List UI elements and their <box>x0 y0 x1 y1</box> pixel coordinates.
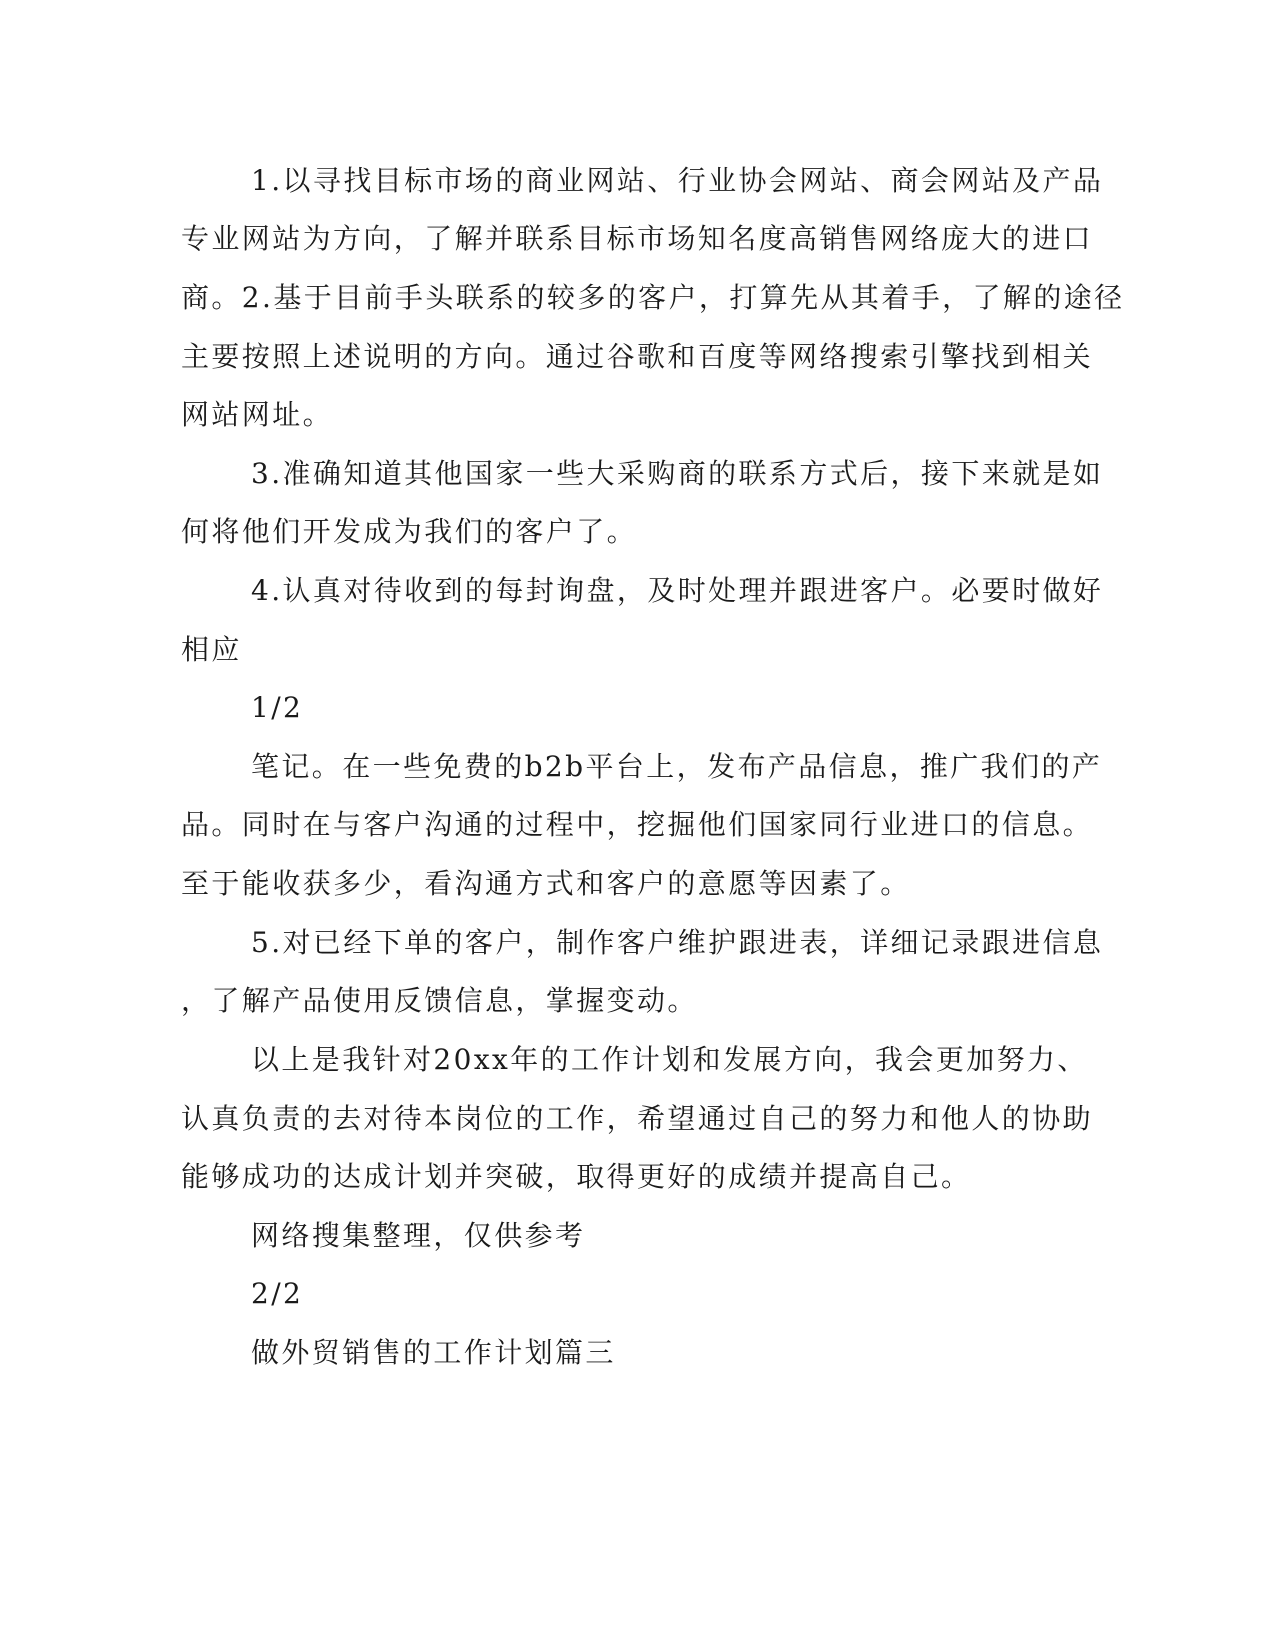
page-number: 1/2 <box>251 691 304 724</box>
text-line: 4.认真对待收到的每封询盘，及时处理并跟进客户。必要时做好 <box>251 574 1104 607</box>
text-line: 认真负责的去对待本岗位的工作，希望通过自己的努力和他人的协助 <box>181 1102 1094 1135</box>
text-line: 能够成功的达成计划并突破，取得更好的成绩并提高自己。 <box>181 1160 972 1193</box>
source-note: 网络搜集整理，仅供参考 <box>251 1219 586 1252</box>
text-line: 网站网址。 <box>181 398 334 431</box>
section-heading: 做外贸销售的工作计划篇三 <box>251 1336 616 1369</box>
text-line: 以上是我针对20xx年的工作计划和发展方向，我会更加努力、 <box>251 1043 1088 1076</box>
page-number: 2/2 <box>251 1277 304 1310</box>
text-line: 何将他们开发成为我们的客户了。 <box>181 515 638 548</box>
text-line: ，了解产品使用反馈信息，掌握变动。 <box>181 984 698 1017</box>
text-line: 3.准确知道其他国家一些大采购商的联系方式后，接下来就是如 <box>251 457 1104 490</box>
text-line: 专业网站为方向，了解并联系目标市场知名度高销售网络庞大的进口 <box>181 222 1094 255</box>
text-line: 1.以寻找目标市场的商业网站、行业协会网站、商会网站及产品 <box>251 164 1104 197</box>
text-line: 至于能收获多少，看沟通方式和客户的意愿等因素了。 <box>181 867 911 900</box>
text-line: 5.对已经下单的客户，制作客户维护跟进表，详细记录跟进信息 <box>251 926 1104 959</box>
text-line: 主要按照上述说明的方向。通过谷歌和百度等网络搜索引擎找到相关 <box>181 340 1094 373</box>
text-line: 品。同时在与客户沟通的过程中，挖掘他们国家同行业进口的信息。 <box>181 808 1094 841</box>
text-line: 相应 <box>181 633 242 666</box>
text-line: 商。2.基于目前手头联系的较多的客户，打算先从其着手，了解的途径 <box>181 281 1125 314</box>
text-line: 笔记。在一些免费的b2b平台上，发布产品信息，推广我们的产 <box>251 750 1103 783</box>
